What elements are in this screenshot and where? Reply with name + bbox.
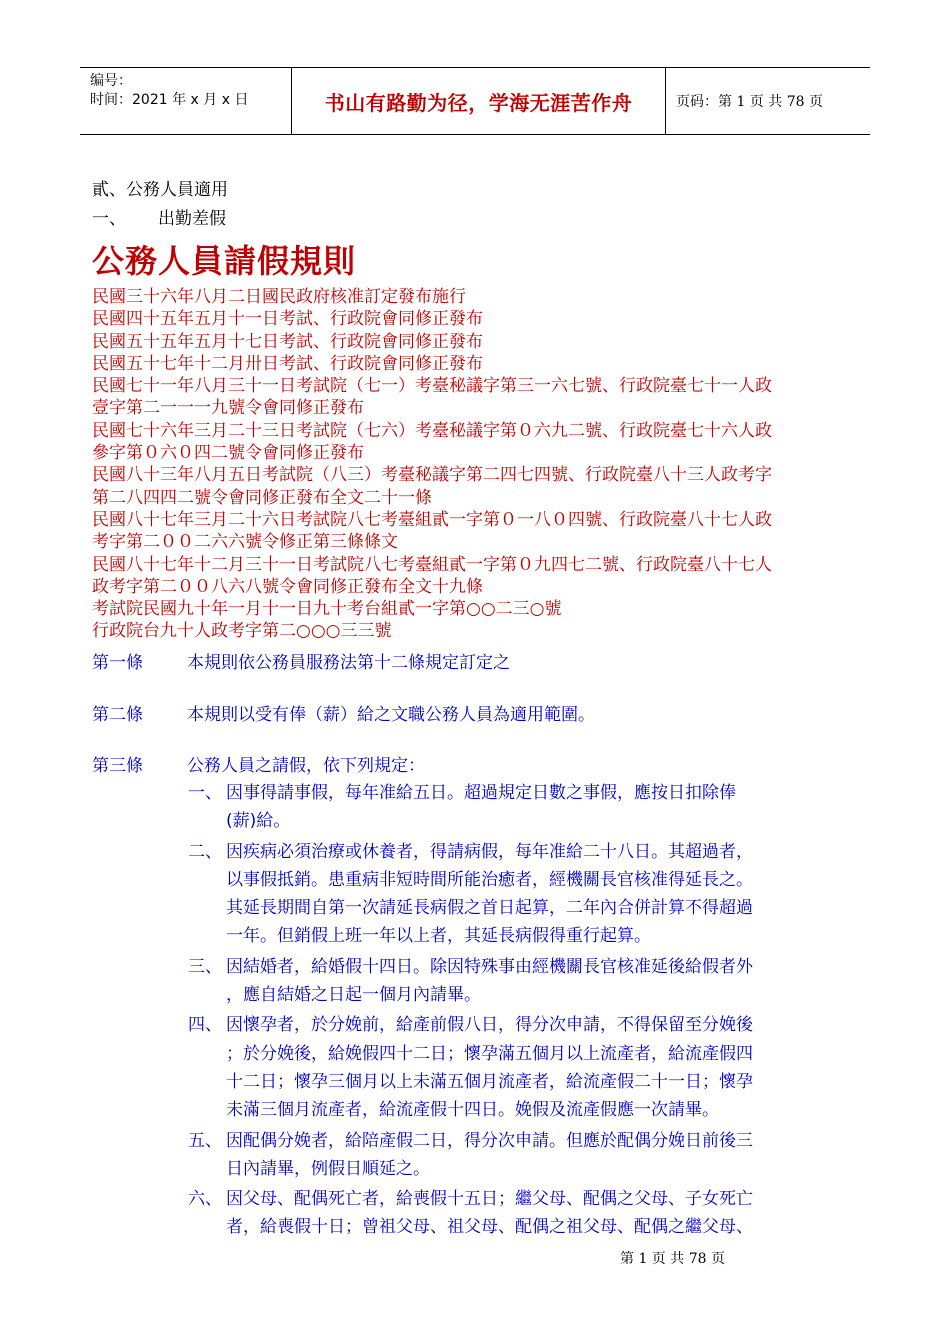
item-text-line: 因疾病必須治療或休養者，得請病假，每年准給二十八日。其超過者， [226,841,753,862]
item-text-line: ，應自結婚之日起一個月內請畢。 [226,985,481,1006]
article-item [188,838,828,951]
history-line: 民國四十五年五月十一日考試、行政院會同修正發布 [92,309,483,330]
article-text: 本規則以受有俸（薪）給之文職公務人員為適用範圍。 [187,705,595,725]
item-text-line: 其延長期間自第一次請延長病假之首日起算，二年內合併計算不得超過 [226,898,753,919]
item-number: 二、 [188,841,222,862]
subsection-title: 出勤差假 [158,209,226,229]
item-text [226,838,753,951]
article-number: 第一條 [92,653,143,673]
article-item [188,1185,828,1242]
header-page-info: 页码：第 1 页 共 78 页 [676,94,823,110]
history-line: 第二八四四二號令會同修正發布全文二十一條 [92,487,432,508]
article-item [188,953,828,1010]
section-heading: 貳、公務人員適用 [92,180,228,200]
history-line: 參字第０六０四二號令會同修正發布 [92,443,364,464]
item-text-line: (薪)給。 [226,811,291,832]
header-motto: 书山有路勤为径，学海无涯苦作舟 [292,68,666,134]
item-text-line: 日內請畢，例假日順延之。 [226,1158,430,1179]
article-number: 第三條 [92,756,143,776]
page-header [80,67,870,135]
item-text-line: 因事得請事假，每年准給五日。超過規定日數之事假，應按日扣除俸 [226,783,736,803]
history-line: 考字第二００二六六號令修正第三條條文 [92,532,398,553]
subsection-number: 一、 [92,209,126,229]
history-line: 民國八十七年三月二十六日考試院八七考臺組貳一字第０一八０四號、行政院臺八十七人政 [92,509,772,530]
article-text: 公務人員之請假，依下列規定： [187,756,425,776]
article-item [188,1011,828,1124]
item-text-line: 因父母、配偶死亡者，給喪假十五日；繼父母、配偶之父母、子女死亡 [226,1189,753,1210]
header-date: 时间：2021 年 x 月 x 日 [90,92,249,108]
item-text-line: 者，給喪假十日；曾祖父母、祖父母、配偶之祖父母、配偶之繼父母、 [226,1217,753,1238]
item-text-line: 未滿三個月流產者，給流產假十四日。娩假及流產假應一次請畢。 [226,1100,719,1121]
item-text-line: 一年。但銷假上班一年以上者，其延長病假得重行起算。 [226,926,651,947]
item-text-line: 因配偶分娩者，給陪產假二日，得分次申請。但應於配偶分娩日前後三 [226,1130,753,1151]
item-text [226,779,736,836]
history-line: 民國五十五年五月十七日考試、行政院會同修正發布 [92,331,483,352]
item-number: 五、 [188,1130,222,1151]
document-title: 公務人員請假規則 [92,242,357,280]
history-line: 民國三十六年八月二日國民政府核准訂定發布施行 [92,287,466,307]
history-line: 政考字第二００八六八號令會同修正發布全文十九條 [92,576,483,597]
item-number: 六、 [188,1189,222,1210]
history-line: 行政院台九十人政考字第二○○○三三號 [92,621,392,642]
page-footer: 第 1 页 共 78 页 [620,1251,725,1267]
history-line: 民國八十三年八月五日考試院（八三）考臺秘議字第二四七四號、行政院臺八十三人政考字 [92,465,772,486]
item-number: 四、 [188,1015,222,1036]
subsection-heading [92,204,226,229]
item-text-line: 因懷孕者，於分娩前，給產前假八日，得分次申請，不得保留至分娩後 [226,1015,753,1036]
item-text-line: ；於分娩後，給娩假四十二日；懷孕滿五個月以上流產者，給流產假四 [226,1043,753,1064]
item-text [226,1127,753,1184]
item-text [226,953,753,1010]
article-number: 第二條 [92,705,143,725]
history-line: 民國七十六年三月二十三日考試院（七六）考臺秘議字第０六九二號、行政院臺七十六人政 [92,420,772,441]
item-text-line: 以事假抵銷。患重病非短時間所能治癒者，經機關長官核准得延長之。 [226,869,753,890]
item-text [226,1185,753,1242]
article-item [188,1127,828,1184]
item-number: 三、 [188,956,222,977]
amendment-history [92,286,872,643]
item-text [226,1011,753,1124]
history-line: 壹字第二一一一九號令會同修正發布 [92,398,364,419]
article-text: 本規則依公務員服務法第十二條規定訂定之 [187,653,510,673]
item-text-line: 因結婚者，給婚假十四日。除因特殊事由經機關長官核准延後給假者外 [226,956,753,977]
header-meta [80,68,292,134]
article-item [188,779,828,836]
article-3-items [188,779,828,1242]
history-line: 民國五十七年十二月卅日考試、行政院會同修正發布 [92,353,483,374]
item-text-line: 十二日；懷孕三個月以上未滿五個月流產者，給流產假二十一日；懷孕 [226,1071,753,1092]
item-number: 一、 [188,783,222,803]
header-number-label: 编号： [90,73,132,89]
history-line: 民國八十七年十二月三十一日考試院八七考臺組貳一字第０九四七二號、行政院臺八十七人 [92,554,772,575]
history-line: 民國七十一年八月三十一日考試院（七一）考臺秘議字第三一六七號、行政院臺七十一人政 [92,376,772,397]
history-line: 考試院民國九十年一月十一日九十考台組貳一字第○○二三○號 [92,599,562,620]
